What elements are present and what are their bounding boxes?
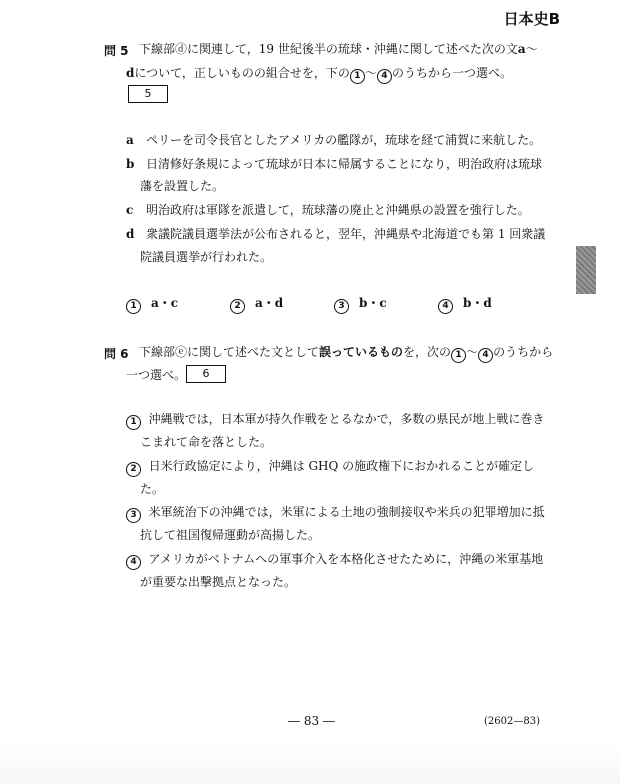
- q5-statement-d-cont: 院議員選挙が行われた。: [140, 250, 273, 264]
- q6-line1-text-b: を，次の: [403, 345, 452, 359]
- circled-number-icon: 1: [126, 415, 141, 430]
- option-text: 沖縄戦では，日本軍が持久作戦をとるなかで，多数の県民が地上戦に巻き: [148, 412, 545, 426]
- statement-letter: d: [126, 227, 135, 241]
- q5-line1-text: 下線部ⓓに関連して，19 世紀後半の琉球・沖縄に関して述べた次の文: [139, 42, 518, 56]
- statement-text: 明治政府は軍隊を派遣して，琉球藩の廃止と沖縄県の設置を強行した。: [146, 203, 530, 217]
- option-text: アメリカがベトナムへの軍事介入を本格化させたために，沖縄の米軍基地: [148, 552, 544, 566]
- circled-number-icon: 1: [451, 348, 466, 363]
- q5-line1-end: 〜: [525, 42, 538, 56]
- q6-option-1-cont: こまれて命を落とした。: [140, 435, 273, 449]
- q6-option-2[interactable]: [126, 459, 534, 477]
- circled-number-icon: 4: [438, 299, 453, 314]
- q5-choice-3[interactable]: [334, 294, 387, 314]
- q6-option-1[interactable]: [126, 412, 544, 430]
- q5-line2-text-b: のうちから一つ選べ。: [391, 66, 512, 80]
- choice-value: a・d: [255, 296, 284, 310]
- q5-line2-bold: d: [126, 66, 135, 80]
- page-code: (2602—83): [484, 716, 540, 727]
- circled-number-icon: 2: [126, 462, 141, 477]
- statement-letter: a: [126, 133, 134, 147]
- statement-text: 日清修好条規によって琉球が日本に帰属することになり，明治政府は琉球: [146, 157, 543, 171]
- circled-number-icon: 1: [126, 299, 141, 314]
- statement-letter: b: [126, 157, 135, 171]
- circled-number-icon: 3: [334, 299, 349, 314]
- q5-line2-text-a: について，正しいものの組合せを，下の: [134, 66, 350, 80]
- q6-option-4-cont: が重要な出撃拠点となった。: [140, 575, 297, 589]
- choice-value: a・c: [151, 296, 179, 310]
- q6-line2: 一つ選べ。: [126, 368, 187, 382]
- q6-option-3-cont: 抗して祖国復帰運動が高揚した。: [140, 528, 321, 542]
- q6-line1-bold: 誤っているもの: [319, 345, 404, 359]
- subject-title: 日本史B: [503, 10, 560, 28]
- q5-line2: [126, 66, 512, 84]
- q5-label: 問 5: [104, 44, 129, 58]
- q5-statement-a: [126, 133, 541, 147]
- circled-number-icon: 4: [478, 348, 493, 363]
- q5-statement-b: [126, 157, 542, 171]
- side-index-tab: [576, 246, 596, 294]
- circled-number-icon: 1: [350, 69, 365, 84]
- circled-number-icon: 4: [377, 69, 392, 84]
- q6-line1: [139, 345, 553, 363]
- q6-option-2-cont: た。: [140, 482, 165, 496]
- q6-line1-text-a: 下線部ⓔに関して述べた文として: [139, 345, 320, 359]
- q6-answer-box: 6: [186, 365, 226, 383]
- q6-line1-text-c: のうちから: [493, 345, 554, 359]
- q5-range-sep: 〜: [364, 66, 377, 80]
- q5-choice-1[interactable]: [126, 294, 178, 314]
- statement-text: 衆議院議員選挙法が公布されると，翌年，沖縄県や北海道でも第 1 回衆議: [146, 227, 546, 241]
- choice-value: b・c: [359, 296, 387, 310]
- q5-choice-4[interactable]: [438, 294, 492, 314]
- option-text: 日米行政協定により，沖縄は GHQ の施政権下におかれることが確定し: [148, 459, 535, 473]
- statement-text: ペリーを司令長官としたアメリカの艦隊が，琉球を経て浦賀に来航した。: [146, 133, 542, 147]
- scan-shading: [0, 744, 620, 784]
- statement-letter: c: [126, 203, 134, 217]
- q5-line1-bold: a: [517, 42, 526, 56]
- q5-statement-d: [126, 227, 545, 241]
- q6-label: 問 6: [104, 347, 129, 361]
- q5-answer-box: 5: [128, 85, 168, 103]
- page-number: ― 83 ―: [288, 714, 335, 728]
- q5-line1: [139, 42, 538, 56]
- circled-number-icon: 2: [230, 299, 245, 314]
- circled-number-icon: 3: [126, 508, 141, 523]
- option-text: 米軍統治下の沖縄では，米軍による土地の強制接収や米兵の犯罪増加に抵: [148, 505, 545, 519]
- circled-number-icon: 4: [126, 555, 141, 570]
- q6-option-4[interactable]: [126, 552, 543, 570]
- choice-value: b・d: [463, 296, 492, 310]
- q6-option-3[interactable]: [126, 505, 545, 523]
- q5-statement-b-cont: 藩を設置した。: [140, 179, 225, 193]
- q6-range-sep: 〜: [466, 345, 479, 359]
- q5-statement-c: [126, 203, 530, 217]
- q5-choice-2[interactable]: [230, 294, 283, 314]
